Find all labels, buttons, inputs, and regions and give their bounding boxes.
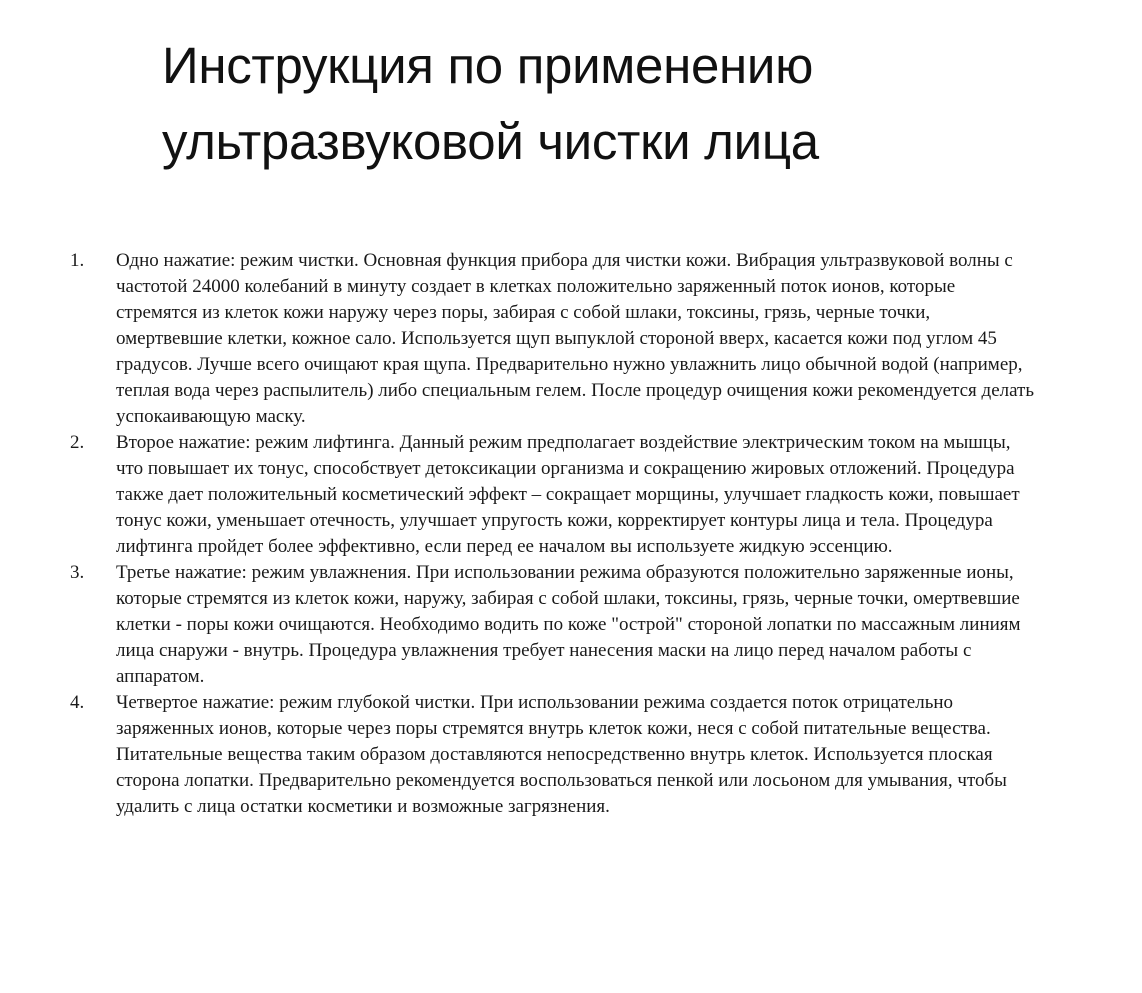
instruction-list (70, 248, 1035, 820)
list-item-text: Третье нажатие: режим увлажнения. При использовании режима образуются положительно заряженные ионы, которые стремятся из клеток кожи, наружу, забирая с собой шлаки, токсины, грязь, черные точки, омертвевшие клетки - поры кожи очищаются. Необходимо водить по коже "острой" стороной лопатки по массажным линиям лица снаружи - внутрь. Процедура увлажнения требует нанесения маски на лицо перед началом работы с аппаратом. (116, 562, 1021, 687)
document-title (162, 28, 1062, 180)
list-item-text: Второе нажатие: режим лифтинга. Данный режим предполагает воздействие электрическим током на мышцы, что повышает их тонус, способствует детоксикации организма и сокращению жировых отложений. Процедура также дает положительный косметический эффект – сокращает морщины, улучшает гладкость кожи, повышает тонус кожи, уменьшает отечность, улучшает упругость кожи, корректирует контуры лица и тела. Процедура лифтинга пройдет более эффективно, если перед ее началом вы используете жидкую эссенцию. (116, 432, 1020, 557)
list-item-text: Одно нажатие: режим чистки. Основная функция прибора для чистки кожи. Вибрация ультразвуковой волны с частотой 24000 колебаний в минуту создает в клетках положительно заряженный поток ионов, которые стремятся из клеток кожи наружу через поры, забирая с собой шлаки, токсины, грязь, черные точки, омертвевшие клетки, кожное сало. Используется щуп выпуклой стороной вверх, касается кожи под углом 45 градусов. Лучше всего очищают края щупа. Предварительно нужно увлажнить лицо обычной водой (например, теплая вода через распылитель) либо специальным гелем. После процедур очищения кожи рекомендуется делать успокаивающую маску. (116, 250, 1035, 427)
list-item-number: 2. (70, 432, 85, 453)
list-item (70, 248, 1035, 430)
title-line-2: ультразвуковой чистки лица (162, 113, 819, 170)
list-item (70, 560, 1035, 690)
list-item (70, 430, 1035, 560)
list-item-number: 3. (70, 562, 85, 583)
list-item-number: 1. (70, 250, 85, 271)
list-item (70, 690, 1035, 820)
title-line-1: Инструкция по применению (162, 37, 814, 94)
list-item-text: Четвертое нажатие: режим глубокой чистки. При использовании режима создается поток отрицательно заряженных ионов, которые через поры стремятся внутрь клеток кожи, неся с собой питательные вещества. Питательные вещества таким образом доставляются непосредственно внутрь клеток. Используется плоская сторона лопатки. Предварительно рекомендуется воспользоваться пенкой или лосьоном для умывания, чтобы удалить с лица остатки косметики и возможные загрязнения. (116, 692, 1007, 817)
list-item-number: 4. (70, 692, 85, 713)
